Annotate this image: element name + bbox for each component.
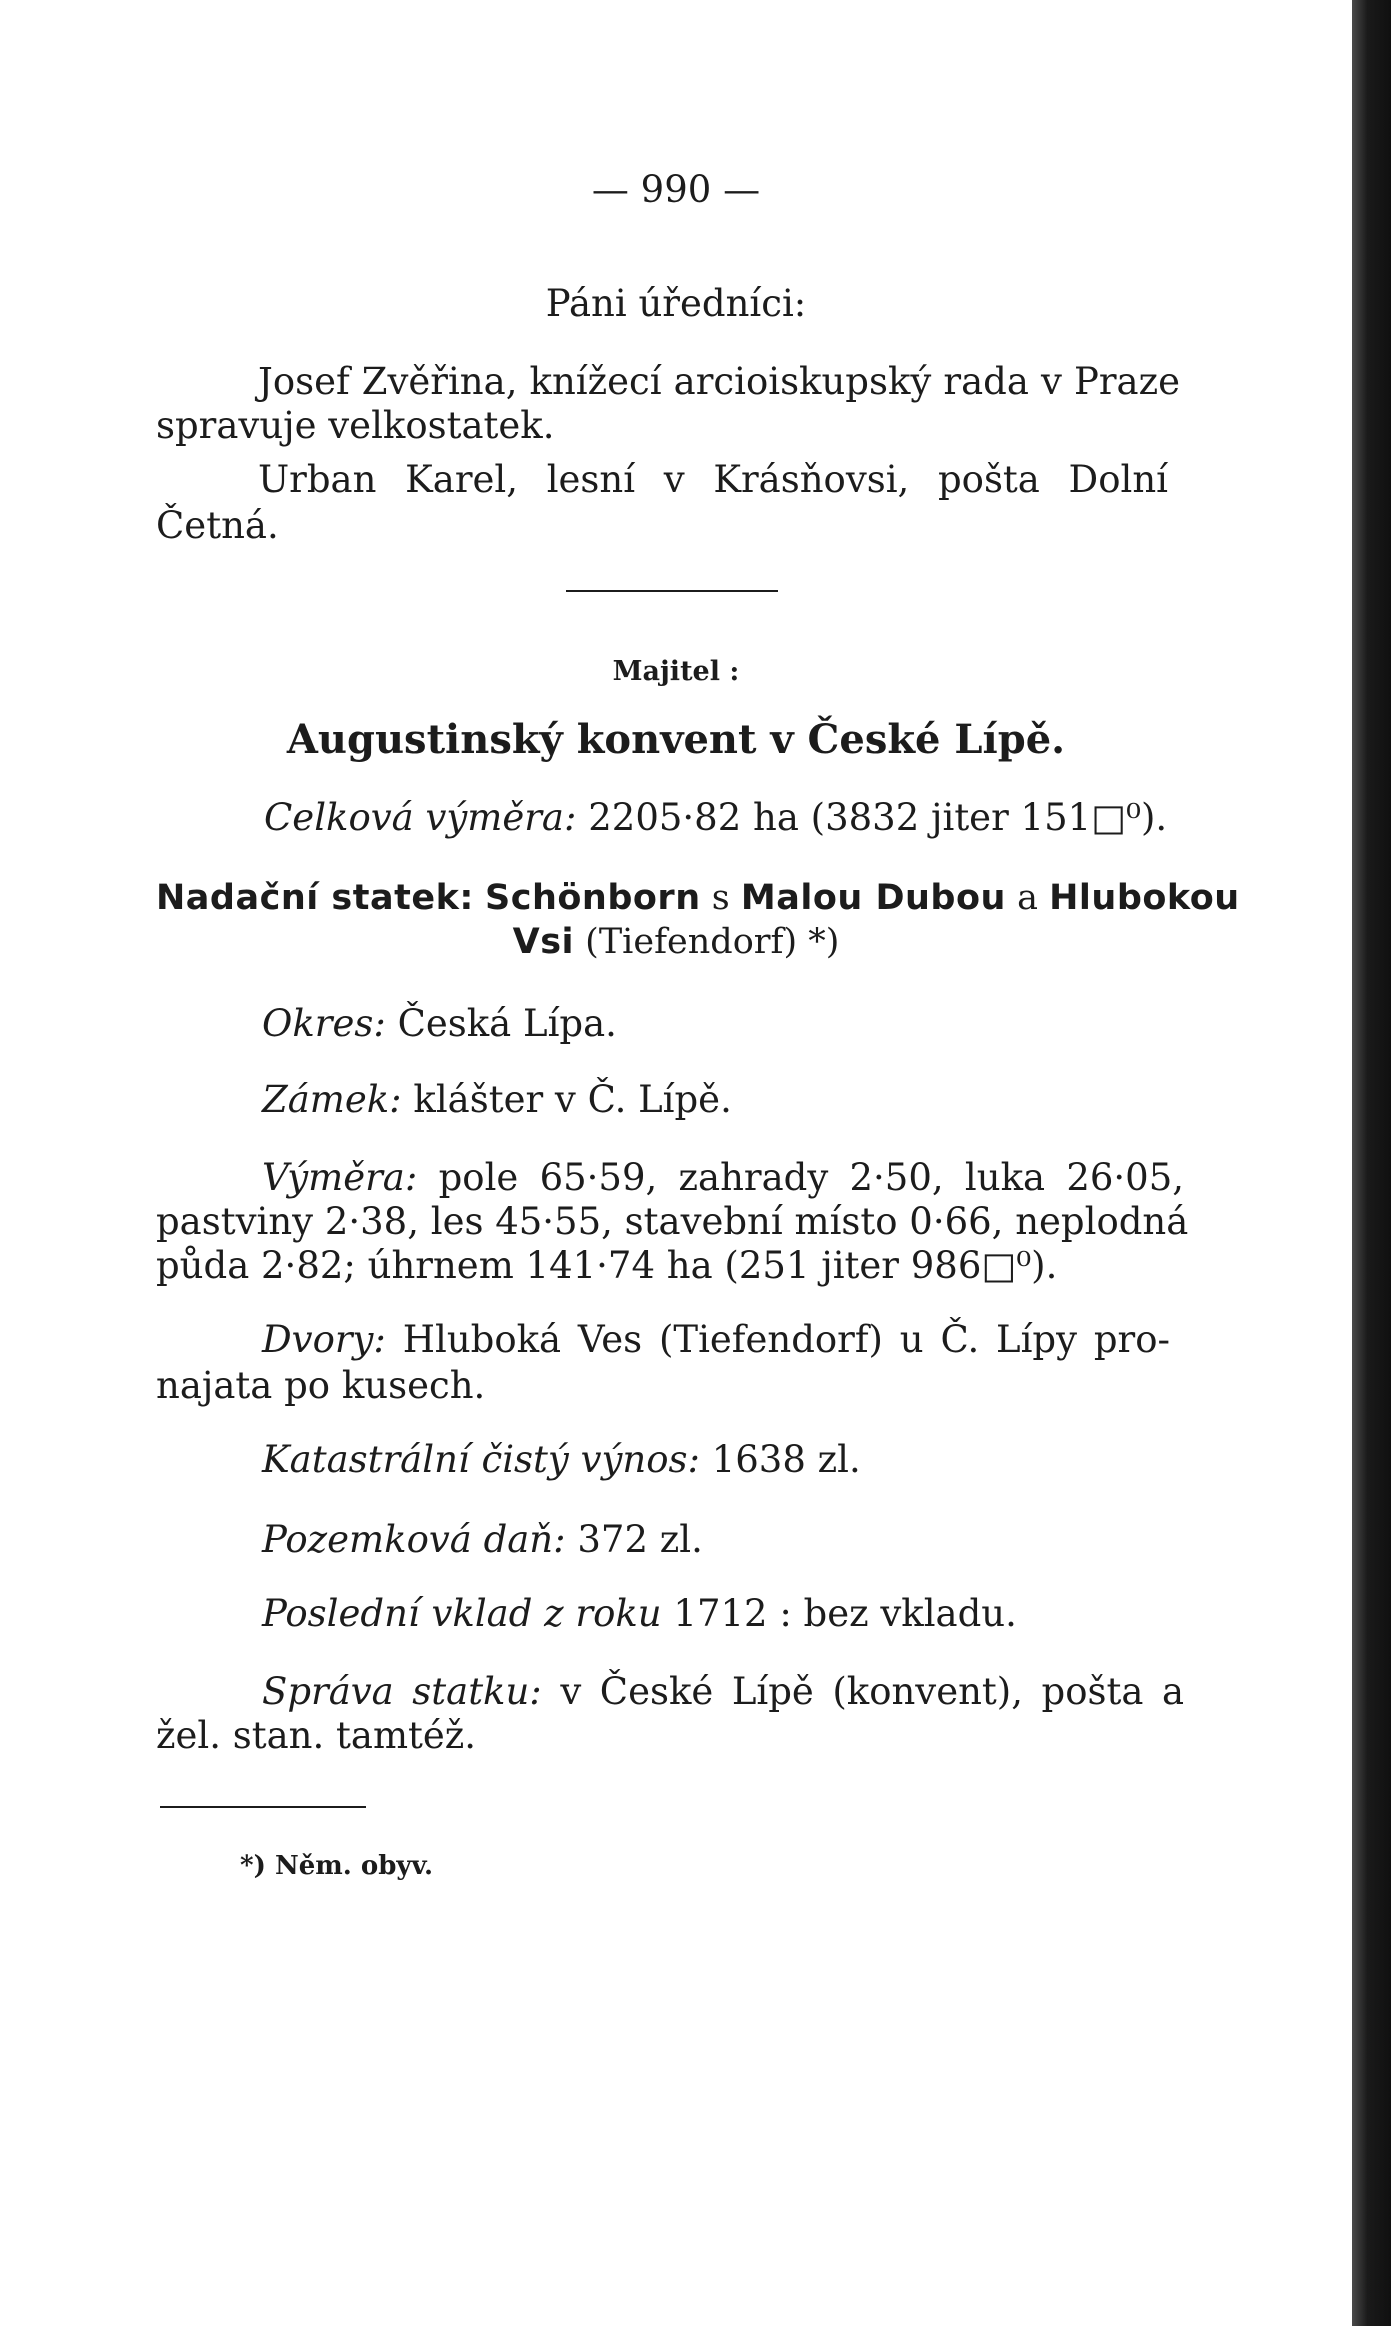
last-deposit-row [262, 1592, 1017, 1636]
footnote-rule [160, 1806, 366, 1808]
official-2-line-1: Urban Karel, lesní v Krásňovsi, pošta Dolní [258, 458, 1168, 501]
estate-name-suffix: (Tiefendorf) *) [585, 922, 840, 962]
area-line-1-text: pole 65·59, zahrady 2·50, luka 26·05, [438, 1156, 1185, 1199]
total-area-label: Celková výměra: [264, 796, 577, 839]
district-value: Česká Lípa. [397, 1002, 617, 1045]
official-1-line-1: Josef Zvěřina, knížecí arcioiskupský rada v Praze [258, 360, 1180, 403]
estate-conj-1: s [711, 878, 730, 918]
estate-name-1: Schönborn [485, 878, 701, 918]
estate-row-2 [0, 920, 1352, 964]
area-label: Výměra: [262, 1156, 418, 1199]
castle-row [262, 1078, 732, 1122]
cadastral-label: Katastrální čistý výnos: [262, 1438, 700, 1481]
castle-label: Zámek: [262, 1078, 402, 1121]
estate-row-1 [156, 876, 1240, 920]
land-tax-value: 372 zl. [577, 1518, 703, 1561]
estate-name-4: Vsi [512, 922, 575, 962]
owner-name: Augustinský konvent v České Lípě. [286, 716, 1066, 763]
land-tax-row [262, 1518, 703, 1562]
administration-line-1 [262, 1670, 1184, 1714]
estate-name-2: Malou Dubou [740, 878, 1006, 918]
section-divider [566, 590, 778, 592]
district-row [262, 1002, 617, 1046]
estate-name-3: Hlubokou [1049, 878, 1240, 918]
administration-line-1-text: v České Lípě (konvent), pošta a [560, 1670, 1184, 1713]
last-deposit-value: 1712 : bez vkladu. [673, 1592, 1017, 1635]
area-line-2: pastviny 2·38, les 45·55, stavební místo 0·66, neplodná [156, 1200, 1189, 1243]
administration-label: Správa statku: [262, 1670, 542, 1713]
area-line-3: půda 2·82; úhrnem 141·74 ha (251 jiter 986□⁰). [156, 1244, 1058, 1287]
farms-line-1 [262, 1318, 1170, 1362]
estate-conj-2: a [1017, 878, 1038, 918]
cadastral-row [262, 1438, 861, 1482]
page-number: — 990 — [591, 168, 761, 211]
officials-heading: Páni úředníci: [545, 282, 807, 325]
farms-label: Dvory: [262, 1318, 386, 1361]
total-area-value: 2205·82 ha (3832 jiter 151□⁰). [588, 796, 1168, 839]
page-edge-shadow [1352, 0, 1391, 2326]
land-tax-label: Pozemková daň: [262, 1518, 566, 1561]
cadastral-value: 1638 zl. [711, 1438, 861, 1481]
total-area-row [264, 796, 1167, 840]
official-2-line-2: Četná. [156, 504, 279, 547]
footnote: *) Něm. obyv. [240, 1851, 434, 1881]
estate-label: Nadační statek: [156, 878, 474, 918]
farms-line-1-text: Hluboká Ves (Tiefendorf) u Č. Lípy pro- [402, 1318, 1170, 1361]
official-1-line-2: spravuje velkostatek. [156, 404, 555, 447]
area-line-1 [262, 1156, 1184, 1200]
administration-line-2: žel. stan. tamtéž. [156, 1714, 477, 1757]
last-deposit-label: Poslední vklad z roku [262, 1592, 662, 1635]
castle-value: klášter v Č. Lípě. [413, 1078, 732, 1121]
district-label: Okres: [262, 1002, 386, 1045]
owner-label: Majitel : [612, 656, 740, 687]
farms-line-2: najata po kusech. [156, 1364, 486, 1407]
